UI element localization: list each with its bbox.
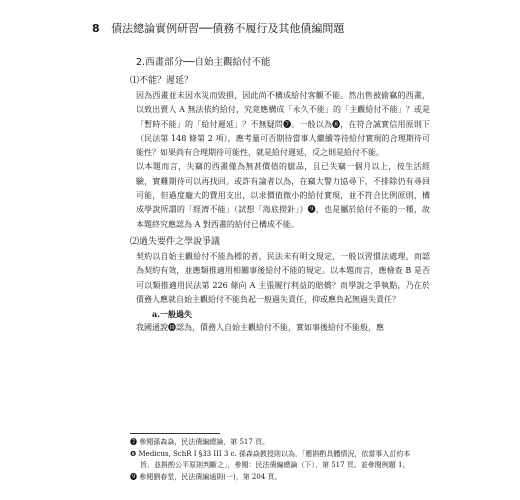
footnote-text: 參閱孫森焱，民法債編總論，第 517 頁。: [139, 438, 270, 446]
paragraph: 以本題而言，失竊的西畫僅為無甚價值的臆品，且已失竊一個月以上，按生活經驗，實難期待可以再找回。或許有論者以為，在竊大警力協尋下，不排除仍有尋回可能，但過度龐大的費用支出，以求價值微小的給付實現，並不符合比例原則，構成學說所謂的「經濟不能」（試想「海底撈針」）❾，也是屬於給付不能的一種，故本題終究應認為 A 對西畫的給付已構成不能。: [136, 162, 430, 229]
footnote: [130, 449, 430, 461]
footnote-divider: [130, 433, 220, 434]
page-number: 8: [92, 22, 100, 35]
subsection-a-heading: a.一般過失: [152, 309, 192, 320]
footnote-mark: ❾: [130, 472, 137, 481]
paragraph: 因為西畫並未因水災而毀損，因此尚不構成給付客觀不能。然出售被偷竊的西畫，以致出賣人 A 無法依約給付，究竟應構成「永久不能」的「主觀給付不能」？或是「暫時不能」的「給付遲延」？不無疑問❼。一般以為❽，在符合誠實信用原則下（民法第 148 條第 2 項），應考量可否期待當事人繼續等待給付實現的合理期待可能性？如果尚有合理期待可能性，就是給付遲延，反之則是給付不能。: [136, 91, 430, 158]
footnote-continuation: 旨、並斟酌公平原則判斷之」，參閱：民法債編總論（下），第 517 頁。並參閱例題 1。: [140, 461, 410, 469]
running-title: 債法總論實例研習──債務不履行及其他債編問題: [111, 22, 345, 35]
paragraph: 契約以自始主觀給付不能為標的者，民法未有明文規定，一般以習慣法處理，而認為契約有效，並應類推適用相關事後給付不能的規定。以本題而言，應檢查 B 是否可以類推適用民法第 226 條向 A 主張履行利益的賠償？而學說之爭執點，乃在於債務人應就自始主觀給付不能負起一般過失責任，抑或應負起無過失責任？: [136, 251, 430, 304]
footnote-text: 參閱劉春堂，民法債編通則(一)，第 204 頁。: [139, 472, 282, 481]
footnote: [130, 472, 430, 484]
footnote-mark: ❼: [130, 438, 137, 446]
paragraph: 我國通說❿認為，債務人自始主觀給付不能，實如事後給付不能般，應: [136, 323, 384, 333]
subsection-1-heading: ⑴不能？遲延？: [130, 76, 194, 86]
main-text: [130, 56, 430, 336]
footnote: [130, 437, 430, 449]
running-header: [92, 22, 492, 36]
subsection-2-heading: ⑵過失要件之學說爭議: [130, 236, 221, 247]
section-title: 2.西畫部分──自始主觀給付不能: [136, 57, 271, 68]
footnote-mark: ❽: [130, 449, 137, 458]
footnote-text: Medicus, SchR I §33 III 3 c. 孫森焱教授則以為，「應斟酌具體情況，依當事人訂約本: [138, 449, 411, 458]
footnotes: [130, 437, 430, 483]
